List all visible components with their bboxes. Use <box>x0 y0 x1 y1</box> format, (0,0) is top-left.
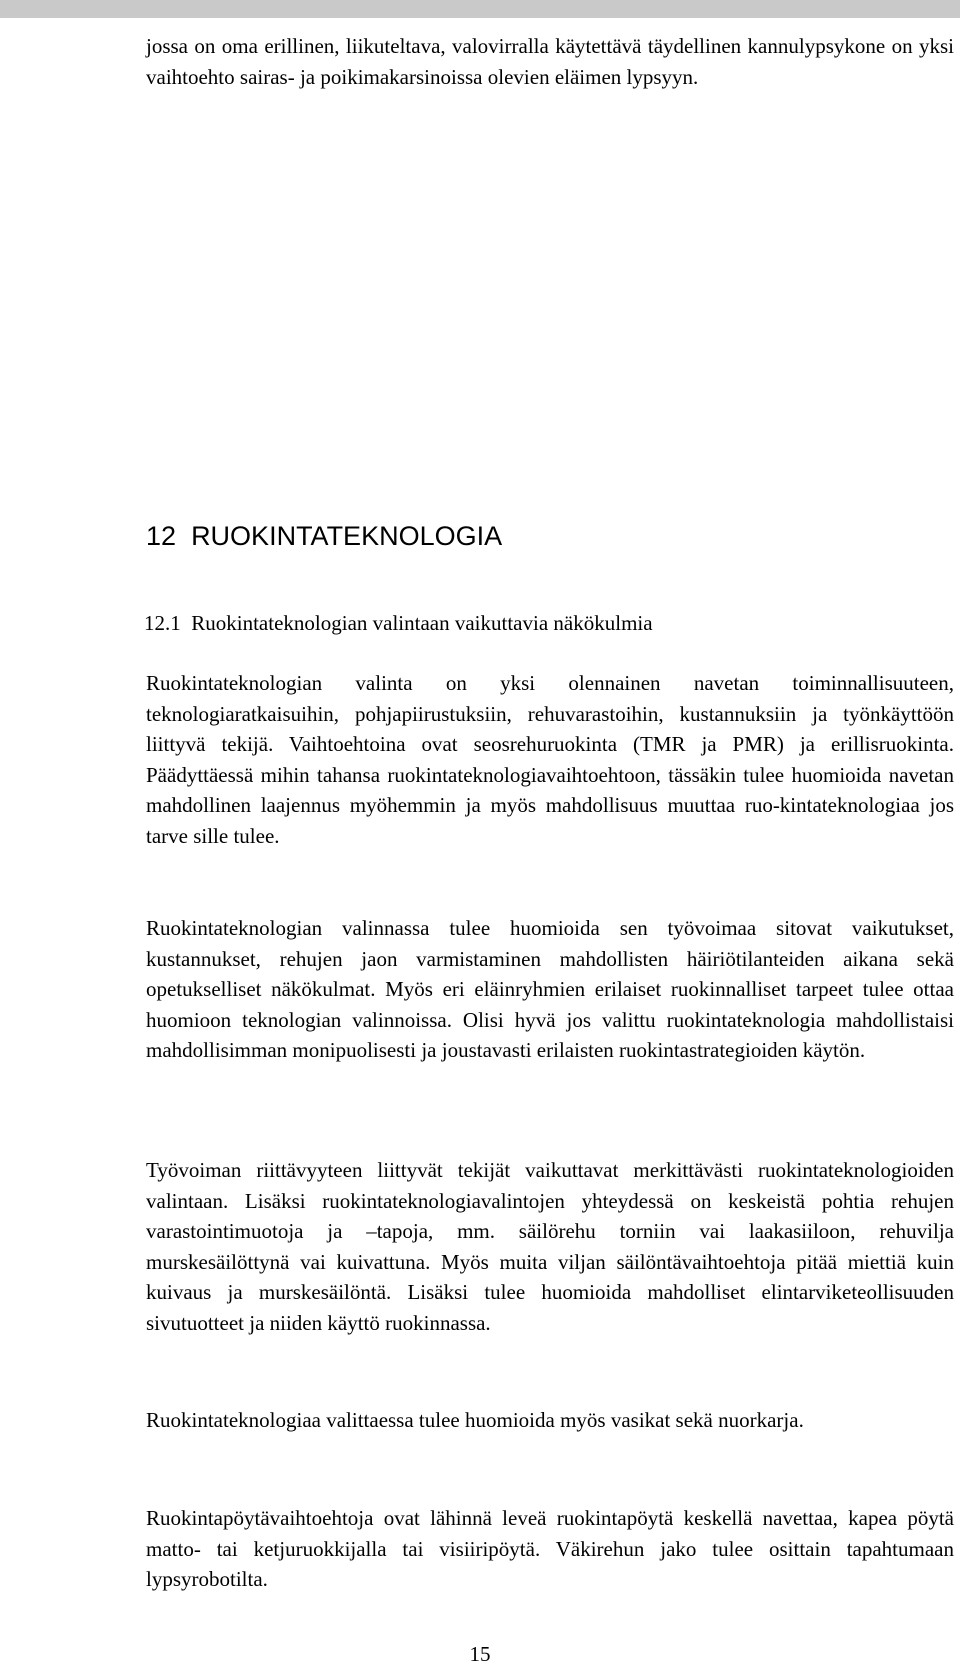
page-top-edge <box>0 0 960 18</box>
paragraph-3: Työvoiman riittävyyteen liittyvät tekijät vaikuttavat merkittävästi ruokintateknologioiden valintaan. Lisäksi ruokintateknologiavalintojen yhteydessä on keskeistä pohtia rehujen varastointimuotoja ja –tapoja, mm. säilörehu torniin vai laakasiiloon, rehuvilja murskesäilöttynä vai kuivattuna. Myös muita viljan säilöntävaihtoehtoja pitää miettiä kuin kuivaus ja murskesäilöntä. Lisäksi tulee huomioida mahdolliset elintarviketeollisuuden sivutuotteet ja niiden käyttö ruokinnassa. <box>146 1158 954 1335</box>
intro-paragraph: jossa on oma erillinen, liikuteltava, valovirralla käytettävä täydellinen kannulypsykone on yksi vaihtoehto sairas- ja poikimakarsinoissa olevien eläimen lypsyyn. <box>146 34 954 89</box>
section-heading <box>144 608 952 638</box>
paragraph-2: Ruokintateknologian valinnassa tulee huomioida sen työvoimaa sitovat vaikutukset, kustannukset, rehujen jaon varmistaminen mahdollisten häiriötilanteiden aikana sekä opetukselliset näkökulmat. Myös eri eläinryhmien erilaiset ruokinnalliset tarpeet tulee ottaa huomioon teknologian valinnoissa. Olisi hyvä jos valittu ruokintateknologia mahdollistaisi mahdollisimman monipuolisesti ja joustavasti erilaisten ruokintastrategioiden käytön. <box>146 916 954 1062</box>
chapter-heading <box>146 520 954 552</box>
section-number: 12.1 <box>144 611 181 635</box>
chapter-number: 12 <box>146 521 177 551</box>
chapter-title: RUOKINTATEKNOLOGIA <box>191 521 503 551</box>
paragraph-5: Ruokintapöytävaihtoehtoja ovat lähinnä leveä ruokintapöytä keskellä navettaa, kapea pöytä matto- tai ketjuruokkijalla tai visiiripöytä. Väkirehun jako tulee osittain tapahtumaan lypsyrobotilta. <box>146 1506 954 1591</box>
paragraph-4: Ruokintateknologiaa valittaessa tulee huomioida myös vasikat sekä nuorkarja. <box>146 1408 804 1432</box>
section-title: Ruokintateknologian valintaan vaikuttavia näkökulmia <box>191 611 653 635</box>
paragraph-1: Ruokintateknologian valinta on yksi olennainen navetan toiminnallisuuteen, teknologiaratkaisuihin, pohjapiirustuksiin, rehuvarastoihin, kustannuksiin ja työnkäyttöön liittyvä tekijä. Vaihtoehtoina ovat seosrehuruokinta (TMR ja PMR) ja erillisruokinta. Päädyttäessä mihin tahansa ruokintateknologiavaihtoehtoon, tässäkin tulee huomioida navetan mahdollinen laajennus myöhemmin ja myös mahdollisuus muuttaa ruo-kintateknologiaa jos tarve sille tulee. <box>146 671 954 848</box>
page-number: 15 <box>469 1642 491 1666</box>
